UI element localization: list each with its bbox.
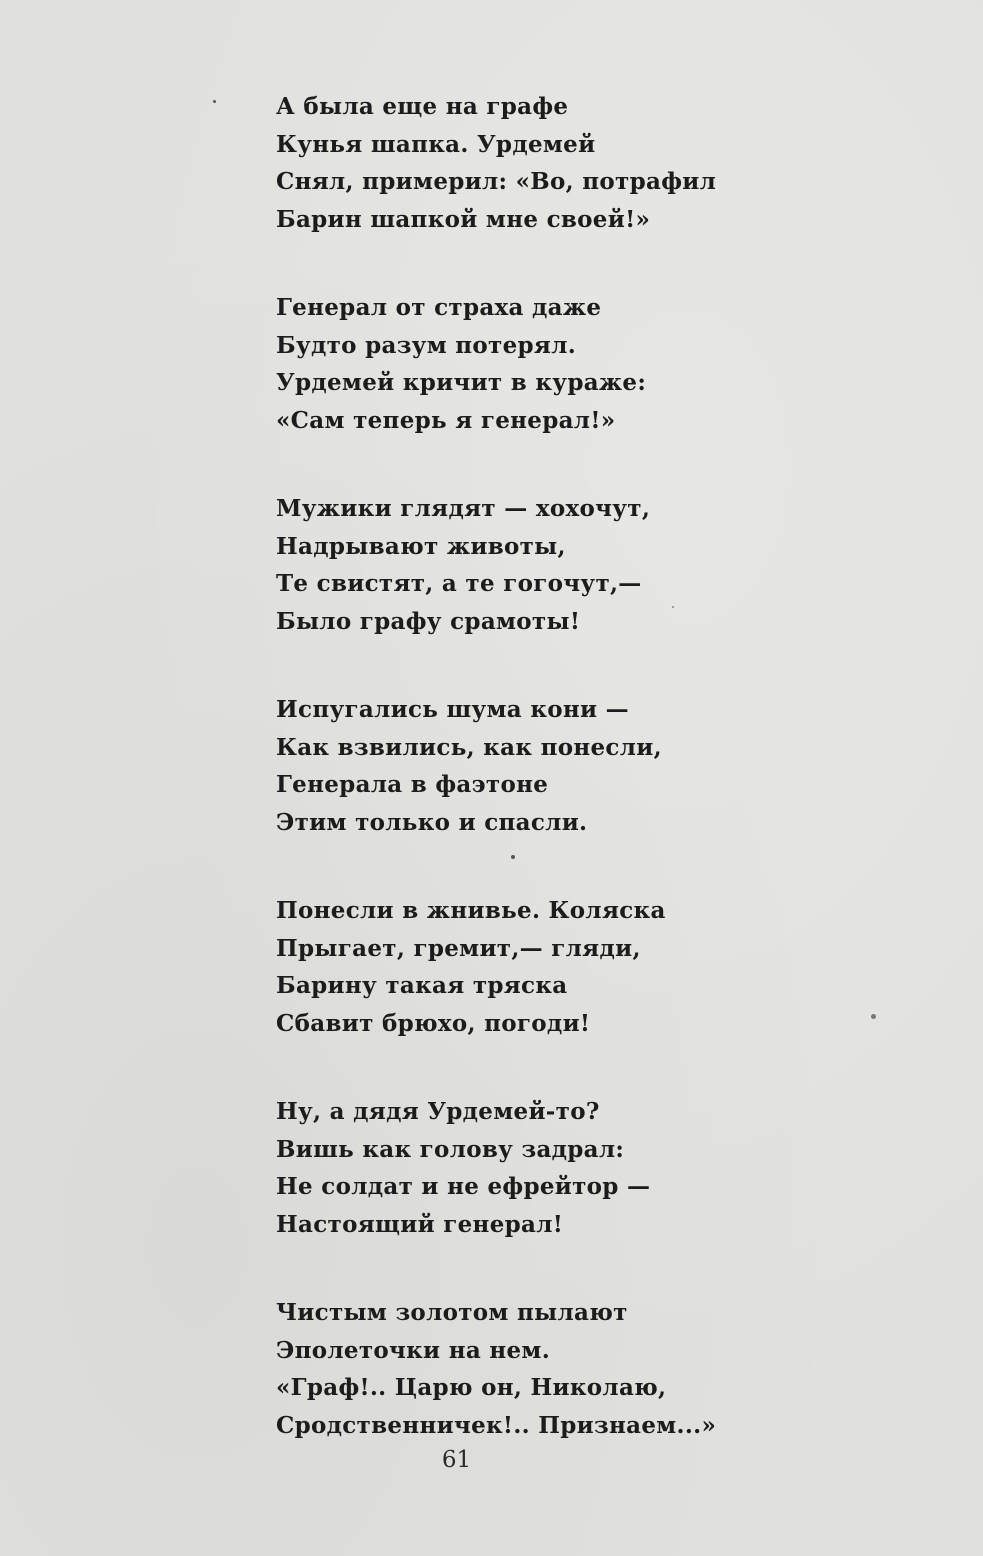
poem-line: Мужики глядят — хохочут, (276, 495, 651, 522)
stanza-4 (276, 691, 836, 841)
poem-line: Эполеточки на нем. (276, 1336, 551, 1364)
page-number: 61 (441, 1447, 472, 1473)
stanza-6 (276, 1093, 836, 1243)
poem-line: Чистым золотом пылают (276, 1299, 628, 1326)
poem-line: Этим только и спасли. (276, 808, 588, 836)
poem-line: Будто разум потерял. (276, 331, 577, 359)
poem-line: Урдемей кричит в кураже: (276, 369, 647, 396)
stanza-3 (276, 490, 836, 640)
poem-line: Как взвились, как понесли, (276, 733, 662, 761)
poem-line: Кунья шапка. Урдемей (276, 130, 596, 158)
scan-speck (871, 1014, 876, 1019)
poem-line: Надрывают животы, (276, 532, 566, 560)
poem-line: Снял, примерил: «Во, потрафил (276, 168, 717, 195)
poem-line: Барину такая тряска (276, 972, 568, 999)
poem-line: Не солдат и не ефрейтор — (276, 1173, 651, 1200)
poem-line: «Сам теперь я генерал!» (276, 406, 616, 434)
poem-line: Было графу срамоты! (276, 607, 581, 635)
poem-line: Те свистят, а те гогочут,— (276, 570, 642, 597)
poem-line: Генерала в фаэтоне (276, 771, 549, 798)
stanza-2 (276, 289, 836, 439)
poem-line: Барин шапкой мне своей!» (276, 205, 651, 233)
poem-line: Испугались шума кони — (276, 696, 629, 723)
poem-line: «Граф!.. Царю он, Николаю, (276, 1374, 667, 1401)
stanza-5 (276, 892, 836, 1042)
scan-speck (672, 606, 674, 608)
poem-line: Настоящий генерал! (276, 1210, 564, 1238)
scan-speck (511, 855, 515, 859)
poem-line: А была еще на графе (276, 93, 569, 120)
poem-line: Понесли в жнивье. Коляска (276, 897, 666, 924)
scan-speck (213, 100, 216, 103)
poem-line: Вишь как голову задрал: (276, 1135, 625, 1163)
poem-line: Генерал от страха даже (276, 294, 602, 321)
poem-line: Прыгает, гремит,— гляди, (276, 934, 641, 962)
poem-line: Сродственничек!.. Признаем...» (276, 1411, 717, 1439)
stanza-1 (276, 88, 836, 238)
poem-line: Ну, а дядя Урдемей-то? (276, 1098, 600, 1125)
stanza-7 (276, 1294, 836, 1444)
poem-line: Сбавит брюхо, погоди! (276, 1009, 591, 1037)
poem (276, 88, 836, 1495)
